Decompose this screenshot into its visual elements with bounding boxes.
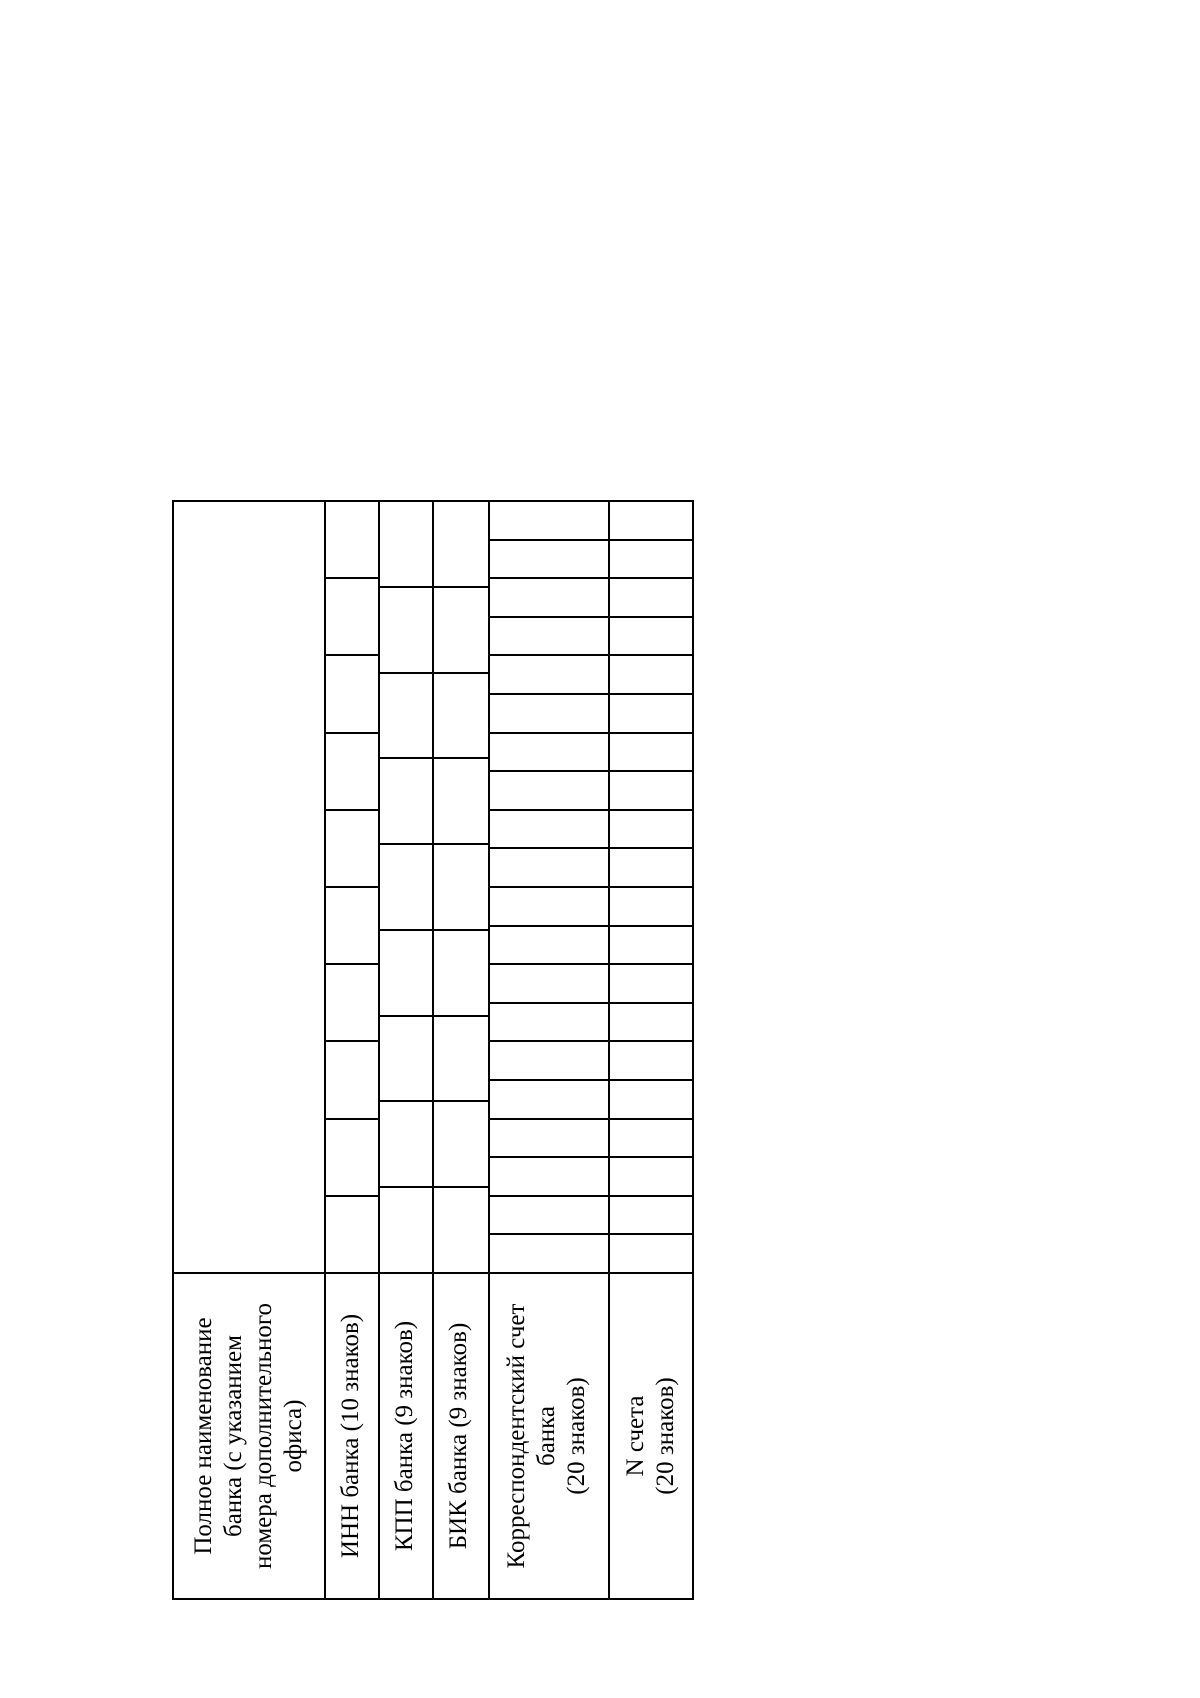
row-label-corr-account (489, 1272, 605, 1600)
label-line: Полное наименование (190, 1317, 217, 1555)
cell-divider-corr-account (488, 577, 610, 579)
cell-divider-kpp (378, 1015, 434, 1017)
label-line: банка (533, 1405, 560, 1467)
cell-divider-bik (432, 1186, 490, 1188)
cell-divider-inn (324, 654, 380, 656)
cell-divider-account-number (608, 886, 694, 888)
cell-divider-account-number (608, 1233, 694, 1235)
cell-divider-corr-account (488, 693, 610, 695)
cell-divider-inn (324, 1195, 380, 1197)
cell-divider-account-number (608, 1079, 694, 1081)
cell-divider-kpp (378, 929, 434, 931)
row-label-bik (433, 1272, 485, 1600)
cell-divider-corr-account (488, 616, 610, 618)
cell-divider-corr-account (488, 809, 610, 811)
cell-divider-account-number (608, 925, 694, 927)
label-line: офиса) (280, 1399, 307, 1473)
cell-divider-corr-account (488, 1079, 610, 1081)
cell-divider-account-number (608, 1195, 694, 1197)
cell-divider-kpp (378, 1100, 434, 1102)
cell-divider-account-number (608, 809, 694, 811)
cell-divider-inn (324, 577, 380, 579)
cell-divider-bik (432, 843, 490, 845)
label-line: банка (с указанием (220, 1335, 247, 1538)
cell-divider-account-number (608, 1118, 694, 1120)
row-label-bank-name (178, 1272, 320, 1600)
cell-divider-kpp (378, 843, 434, 845)
cell-divider-account-number (608, 539, 694, 541)
cell-divider-kpp (378, 1186, 434, 1188)
cell-divider-corr-account (488, 963, 610, 965)
row-label-kpp (379, 1272, 431, 1600)
label-line: Корреспондентский счет (503, 1303, 530, 1569)
label-line: (20 знаков) (652, 1377, 679, 1495)
cell-divider-corr-account (488, 770, 610, 772)
label-line: (20 знаков) (563, 1377, 590, 1495)
cell-divider-corr-account (488, 732, 610, 734)
label-line: номера дополнительного (250, 1302, 277, 1570)
cell-divider-inn (324, 1040, 380, 1042)
cell-divider-account-number (608, 616, 694, 618)
cell-divider-account-number (608, 963, 694, 965)
cell-divider-corr-account (488, 1156, 610, 1158)
cell-divider-account-number (608, 770, 694, 772)
cell-divider-account-number (608, 847, 694, 849)
cell-divider-account-number (608, 654, 694, 656)
cell-divider-corr-account (488, 1002, 610, 1004)
label-line: ИНН банка (10 знаков) (337, 1313, 364, 1559)
cell-divider-corr-account (488, 925, 610, 927)
cell-divider-corr-account (488, 654, 610, 656)
cell-divider-corr-account (488, 886, 610, 888)
cell-divider-inn (324, 732, 380, 734)
cell-divider-bik (432, 672, 490, 674)
cell-divider-bik (432, 586, 490, 588)
cell-divider-account-number (608, 732, 694, 734)
cell-divider-kpp (378, 586, 434, 588)
cell-divider-bik (432, 1100, 490, 1102)
cell-divider-corr-account (488, 1118, 610, 1120)
label-line: БИК банка (9 знаков) (445, 1322, 472, 1550)
cell-divider-inn (324, 886, 380, 888)
cell-divider-account-number (608, 1040, 694, 1042)
cell-divider-account-number (608, 1156, 694, 1158)
cell-divider-inn (324, 1118, 380, 1120)
cell-divider-kpp (378, 672, 434, 674)
cell-divider-account-number (608, 693, 694, 695)
label-line: КПП банка (9 знаков) (391, 1320, 418, 1552)
cell-divider-account-number (608, 1002, 694, 1004)
cell-divider-bik (432, 757, 490, 759)
cell-divider-bik (432, 929, 490, 931)
cell-divider-corr-account (488, 1195, 610, 1197)
bank-details-form (172, 500, 694, 1600)
cell-divider-inn (324, 809, 380, 811)
row-label-account-number (609, 1272, 693, 1600)
cell-divider-account-number (608, 577, 694, 579)
cell-divider-corr-account (488, 539, 610, 541)
cell-divider-kpp (378, 757, 434, 759)
label-line: N счета (622, 1395, 649, 1477)
row-label-inn (325, 1272, 377, 1600)
cell-divider-corr-account (488, 847, 610, 849)
table-border-left (172, 500, 174, 1600)
cell-divider-corr-account (488, 1040, 610, 1042)
cell-divider-corr-account (488, 1233, 610, 1235)
cell-divider-inn (324, 963, 380, 965)
cell-divider-bik (432, 1015, 490, 1017)
